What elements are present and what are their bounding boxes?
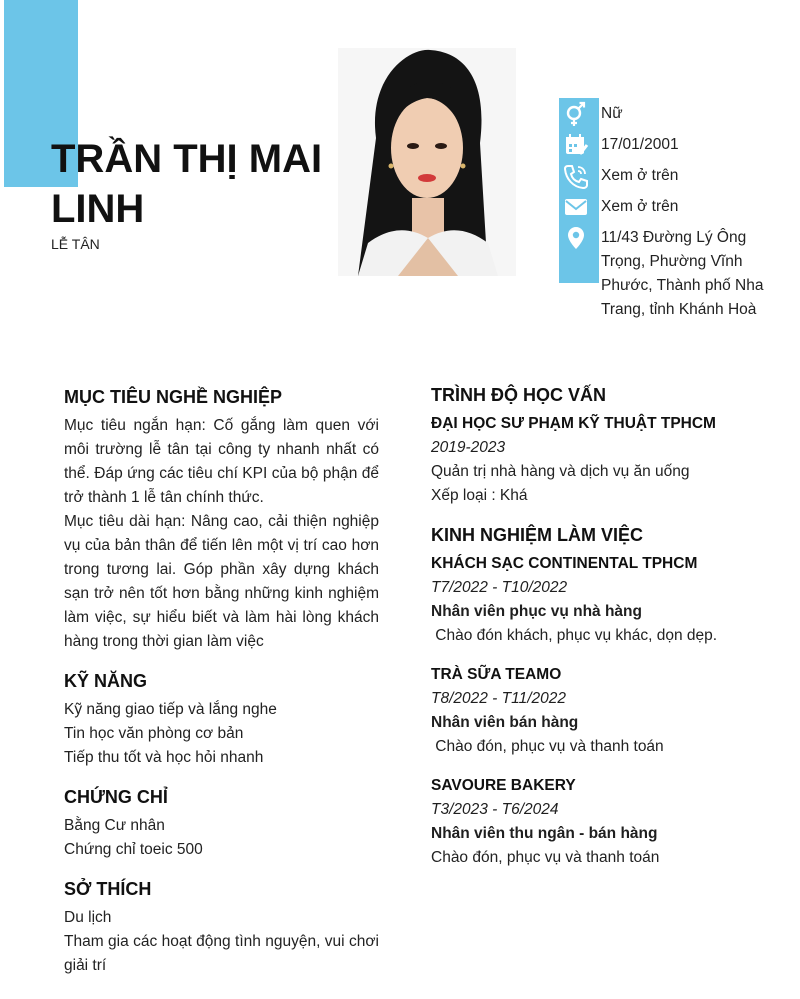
job-position: Nhân viên bán hàng [431,714,579,731]
phone-icon [562,163,590,189]
phone-value: Xem ở trên [601,167,679,184]
gender-value: Nữ [601,105,623,122]
company-name: KHÁCH SẠC CONTINENTAL TPHCM [431,555,698,572]
calendar-icon [562,132,590,158]
certificate-item: Chứng chỉ toeic 500 [64,841,203,858]
company-name: TRÀ SỮA TEAMO [431,666,562,683]
education-heading: TRÌNH ĐỘ HỌC VẤN [431,385,606,405]
school-name: ĐẠI HỌC SƯ PHẠM KỸ THUẬT TPHCM [431,415,716,432]
experience-item [431,663,761,759]
email-icon [562,194,590,220]
hobbies-heading: SỞ THÍCH [64,879,152,899]
job-position: Nhân viên thu ngân - bán hàng [431,825,658,842]
skill-item: Tiếp thu tốt và học hỏi nhanh [64,749,264,766]
experience-item [431,552,761,648]
education-grade: Xếp loại : Khá [431,487,528,504]
certificate-item: Bằng Cư nhân [64,817,165,834]
skills-heading: KỸ NĂNG [64,671,148,691]
certificates-heading: CHỨNG CHỈ [64,787,168,807]
work-period: T3/2023 - T6/2024 [431,801,559,818]
left-column [64,384,379,992]
candidate-name: TRẦN THỊ MAI LINH [51,137,323,231]
work-period: T7/2022 - T10/2022 [431,579,568,596]
hobby-item: Du lịch [64,909,112,926]
skills-section [64,668,379,770]
work-period: T8/2022 - T11/2022 [431,690,566,707]
hobby-item: Tham gia các hoạt động tình nguyện, vui chơi giải trí [64,933,379,974]
skill-item: Kỹ năng giao tiếp và lắng nghe [64,701,277,718]
job-position: Nhân viên phục vụ nhà hàng [431,603,642,620]
education-years: 2019-2023 [431,439,506,456]
email-value: Xem ở trên [601,198,679,215]
experience-section [431,522,761,870]
right-column [431,382,761,885]
profile-photo [338,48,516,276]
candidate-role: LỄ TÂN [51,236,100,252]
education-section [431,382,761,508]
objective-long-term: Mục tiêu dài hạn: Nâng cao, cải thiện nghiệp vụ của bản thân để tiến lên một vị trí cao hơn trong tương lai. Góp phần xây dựng khách sạn trở nên tốt hơn bằng những kinh nghiệm làm việc, sự hiểu biết và làm hài lòng khách hàng trong thời gian làm việc [64,513,379,650]
location-icon [562,225,590,251]
objective-heading: MỤC TIÊU NGHỀ NGHIỆP [64,387,283,407]
skill-item: Tin học văn phòng cơ bản [64,725,244,742]
experience-item [431,774,761,870]
job-description: Chào đón khách, phục vụ khác, dọn dẹp. [431,627,718,644]
job-description: Chào đón, phục vụ và thanh toán [431,738,664,755]
birthdate-value: 17/01/2001 [601,136,679,153]
education-major: Quản trị nhà hàng và dịch vụ ăn uống [431,463,690,480]
job-description: Chào đón, phục vụ và thanh toán [431,849,660,866]
certificates-section [64,784,379,862]
objective-section [64,384,379,654]
company-name: SAVOURE BAKERY [431,777,576,794]
address-value: 11/43 Đường Lý Ông Trọng, Phường Vĩnh Phước, Thành phố Nha Trang, tỉnh Khánh Hoà [601,229,764,318]
gender-icon [562,101,590,127]
hobbies-section [64,876,379,978]
objective-short-term: Mục tiêu ngắn hạn: Cố gắng làm quen với môi trường lễ tân tại công ty nhanh nhất có thể. Đáp ứng các tiêu chí KPI của bộ phận để trở thành 1 lễ tân chính thức. [64,417,379,506]
experience-heading: KINH NGHIỆM LÀM VIỆC [431,525,644,545]
